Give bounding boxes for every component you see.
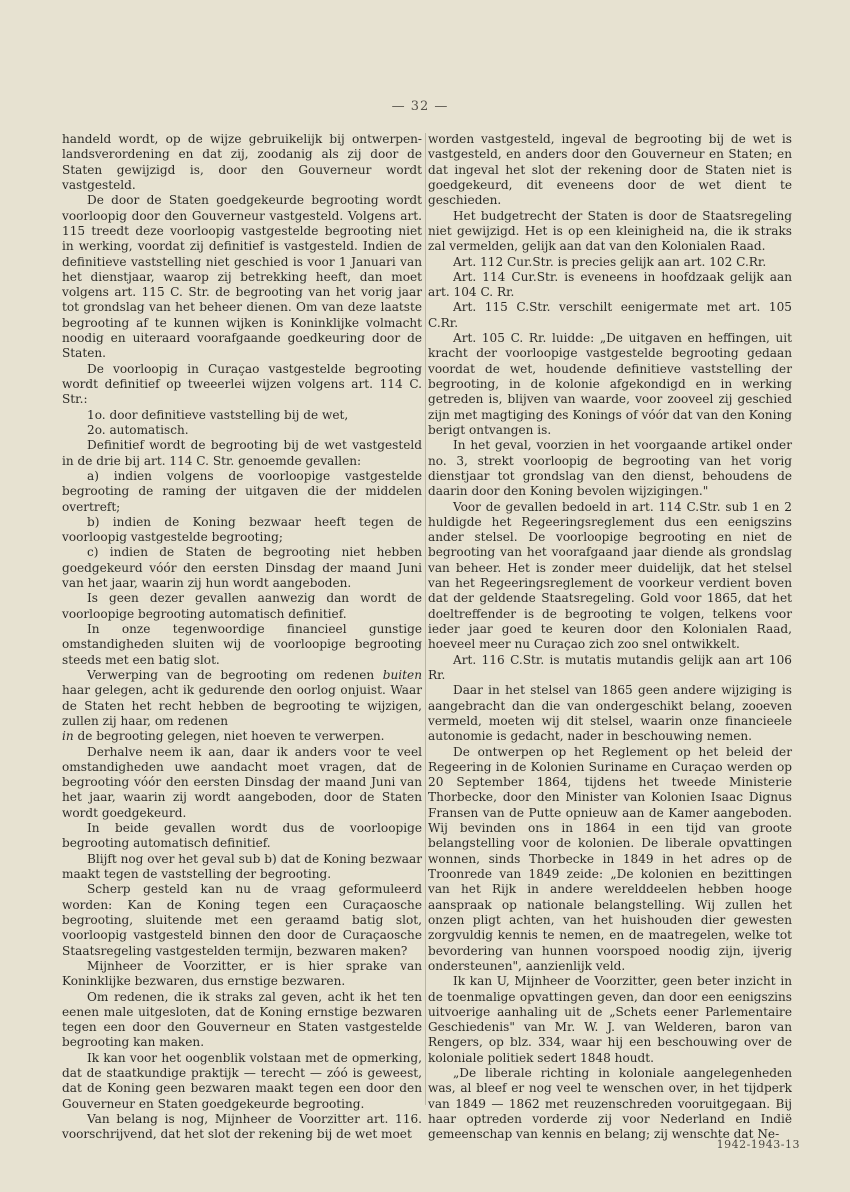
left-column — [62, 132, 422, 1143]
paragraph: Art. 112 Cur.Str. is precies gelijk aan art. 102 C.Rr. — [453, 254, 767, 269]
paragraph: In het geval, voorzien in het voorgaande artikel onder no. 3, strekt voorloopig de begrooting van het vorig dienstjaar tot grondslag van den dienst, behoudens de daarin door den Koning bevolen wijzigingen." — [428, 438, 792, 499]
paragraph — [62, 729, 422, 744]
paragraph: Art. 114 Cur.Str. is eveneens in hoofdzaak gelijk aan art. 104 C. Rr. — [428, 269, 792, 300]
paragraph: Ik kan voor het oogenblik volstaan met de opmerking, dat de staatkundige praktijk — terecht — zóó is geweest, dat de Koning geen bezwaren maakt tegen een door den Gouverneur en Staten goedgekeurde begrooting. — [62, 1050, 422, 1111]
emphasized-word: buiten — [382, 667, 422, 682]
emphasized-word: in — [62, 729, 74, 744]
column-divider — [425, 133, 426, 1105]
paragraph: Mijnheer de Voorzitter, er is hier sprake van Koninklijke bezwaren, dus ernstige bezwaren. — [62, 958, 422, 989]
paragraph: De door de Staten goedgekeurde begrooting wordt voorloopig door den Gouverneur vastgesteld. Volgens art. 115 treedt deze voorloopig vastgestelde begrooting niet in werking, voordat zij definitief is vastgesteld. Indien de definitieve vaststelling niet geschied is voor 1 Januari van het dienstjaar, waarop zij betrekking heeft, dan moet volgens art. 115 C. Str. de begrooting van het vorig jaar tot grondslag van het beheer dienen. Om van deze laatste begrooting af te kunnen wijken is Koninklijke volmacht noodig en uiteraard voorafgaande goedkeuring door de Staten. — [62, 193, 422, 361]
paragraph: De ontwerpen op het Reglement op het beleid der Regeering in de Kolonien Suriname en Curaçao werden op 20 September 1864, tijdens het tweede Ministerie Thorbecke, door den Minister van Kolonien Isaac Dignus Fransen van de Putte opnieuw aan de Kamer aangeboden. Wij bevinden ons in 1864 in een tijd van groote belangstelling voor de kolonien. De liberale opvattingen wonnen, sinds Thorbecke in 1849 in het adres op de Troonrede van 1849 zeide: „De kolonien en bezittingen van het Rijk in andere werelddeelen hebben hooge aanspraak op nationale belangstelling. Wij zullen het onzen pligt achten, van het huishouden dier gewesten zorgvuldig kennis te nemen, en de maatregelen, welke tot bevordering van hunnen voorspoed noodig zijn, ijverig ondersteunen", aanzienlijk veld. — [428, 744, 792, 973]
paragraph: handeld wordt, op de wijze gebruikelijk bij ontwerpen-landsverordening en dat zij, zoodanig als zij door de Staten gewijzigd is, door den Gouverneur wordt vastgesteld. — [62, 132, 422, 192]
paragraph: In beide gevallen wordt dus de voorloopige begrooting automatisch definitief. — [62, 821, 422, 851]
paragraph: Art. 105 C. Rr. luidde: „De uitgaven en heffingen, uit kracht der voorloopige vastgestelde begrooting gedaan voordat de wet, houdende definitieve vaststelling der begrooting, in de kolonie afgekondigd en in werking getreden is, blijven van waarde, voor zooveel zij geschied zijn met magtiging des Konings of vóór dat van den Koning berigt ontvangen is. — [428, 331, 792, 437]
paragraph: In onze tegenwoordige financieel gunstige omstandigheden sluiten wij de voorloopige begrooting steeds met een batig slot. — [62, 622, 422, 667]
paragraph: 2o. automatisch. — [87, 422, 189, 437]
paragraph: Om redenen, die ik straks zal geven, acht ik het ten eenen male uitgesloten, dat de Koning ernstige bezwaren tegen een door den Gouverneur en Staten vastgestelde begrooting kan maken. — [62, 989, 422, 1050]
paragraph: Scherp gesteld kan nu de vraag geformuleerd worden: Kan de Koning tegen een Curaçaosche begrooting, sluitende met een geraamd batig slot, voorloopig vastgesteld binnen den door de Curaçaosche Staatsregeling vastgestelden termijn, bezwaren maken? — [62, 882, 422, 958]
paragraph: worden vastgesteld, ingeval de begrooting bij de wet is vastgesteld, en anders door den Gouverneur en Staten; en dat ingeval het slot der rekening door de Staten niet is goedgekeurd, dit eveneens door de wet dient te geschieden. — [428, 132, 792, 208]
paragraph: Art. 115 C.Str. verschilt eenigermate met art. 105 C.Rr. — [428, 300, 792, 330]
paragraph: „De liberale richting in koloniale aangelegenheden was, al bleef er nog veel te wenschen over, in het tijdperk van 1849 — 1862 met reuzenschreden vooruitgegaan. Bij haar optreden vorderde zij voor Nederland en Indië gemeenschap van kennis en belang; zij wenschte dat Ne- — [428, 1066, 792, 1142]
paragraph: Voor de gevallen bedoeld in art. 114 C.Str. sub 1 en 2 huldigde het Regeeringsreglement dus een eenigszins ander stelsel. De voorloopige begrooting en niet de begrooting van het voorafgaand jaar diende als grondslag van beheer. Het is zonder meer duidelijk, dat het stelsel van het Regeeringsreglement de voorkeur verdient boven dat der geldende Staatsregeling. Gold voor 1865, dat het doeltreffender is de begrooting te volgen, telkens voor ieder jaar goed te keuren door den Kolonialen Raad, hoeveel meer nu Curaçao zich zoo snel ontwikkelt. — [428, 499, 792, 652]
paragraph: Het budgetrecht der Staten is door de Staatsregeling niet gewijzigd. Het is op een kleinigheid na, die ik straks zal vermelden, gelijk aan dat van den Kolonialen Raad. — [428, 208, 792, 254]
paragraph: Ik kan U, Mijnheer de Voorzitter, geen beter inzicht in de toenmalige opvattingen geven, dan door een eenigszins uitvoerige aanhaling uit de „Schets eener Parlementaire Geschiedenis" van Mr. W. J. van Welderen, baron van Rengers, op blz. 334, waar hij een beschouwing over de koloniale politiek sedert 1848 houdt. — [428, 974, 792, 1065]
paragraph: Is geen dezer gevallen aanwezig dan wordt de voorloopige begrooting automatisch definitief. — [62, 591, 422, 621]
paragraph: a) indien volgens de voorloopige vastgestelde begrooting de raming der uitgaven die der middelen overtreft; — [62, 468, 422, 514]
paragraph — [62, 668, 422, 729]
paragraph-text: Verwerping van de begrooting om redenen — [87, 667, 383, 682]
paragraph: b) indien de Koning bezwaar heeft tegen de voorloopig vastgestelde begrooting; — [62, 514, 422, 545]
paragraph: Art. 116 C.Str. is mutatis mutandis gelijk aan art 106 Rr. — [428, 652, 792, 682]
paragraph: Definitief wordt de begrooting bij de wet vastgesteld in de drie bij art. 114 C. Str. genoemde gevallen: — [62, 438, 422, 468]
paragraph: Blijft nog over het geval sub b) dat de Koning bezwaar maakt tegen de vaststelling der begrooting. — [62, 851, 422, 881]
right-column — [428, 132, 792, 1143]
page-number: — 32 — — [391, 99, 449, 114]
paragraph: Derhalve neem ik aan, daar ik anders voor te veel omstandigheden uwe aandacht moet vragen, dat de begrooting vóór den eersten Dinsdag der maand Juni van het jaar, waarin zij wordt aangeboden, door de Staten wordt goedgekeurd. — [62, 744, 422, 820]
paragraph: Daar in het stelsel van 1865 geen andere wijziging is aangebracht dan die van ondergeschikt belang, zooeven vermeld, moeten wij dit stelsel, waarin onze financieele autonomie is gedacht, nader in beschouwing nemen. — [428, 683, 792, 744]
paragraph-text: haar gelegen, acht ik gedurende den oorlog onjuist. Waar de Staten het recht hebben de begrooting te wijzigen, zullen zij haar, om redenen — [62, 683, 422, 728]
footer-code: 1942-1943-13 — [716, 1138, 800, 1151]
paragraph: Van belang is nog, Mijnheer de Voorzitter art. 116. voorschrijvend, dat het slot der rekening bij de wet moet — [62, 1112, 422, 1142]
paragraph-text: de begrooting gelegen, niet hoeven te verwerpen. — [73, 729, 385, 744]
paragraph: 1o. door definitieve vaststelling bij de wet, — [87, 407, 349, 422]
paragraph: De voorloopig in Curaçao vastgestelde begrooting wordt definitief op tweeerlei wijzen volgens art. 114 C. Str.: — [62, 361, 422, 407]
paragraph: c) indien de Staten de begrooting niet hebben goedgekeurd vóór den eersten Dinsdag der maand Juni van het jaar, waarin zij hun wordt aangeboden. — [62, 545, 422, 591]
